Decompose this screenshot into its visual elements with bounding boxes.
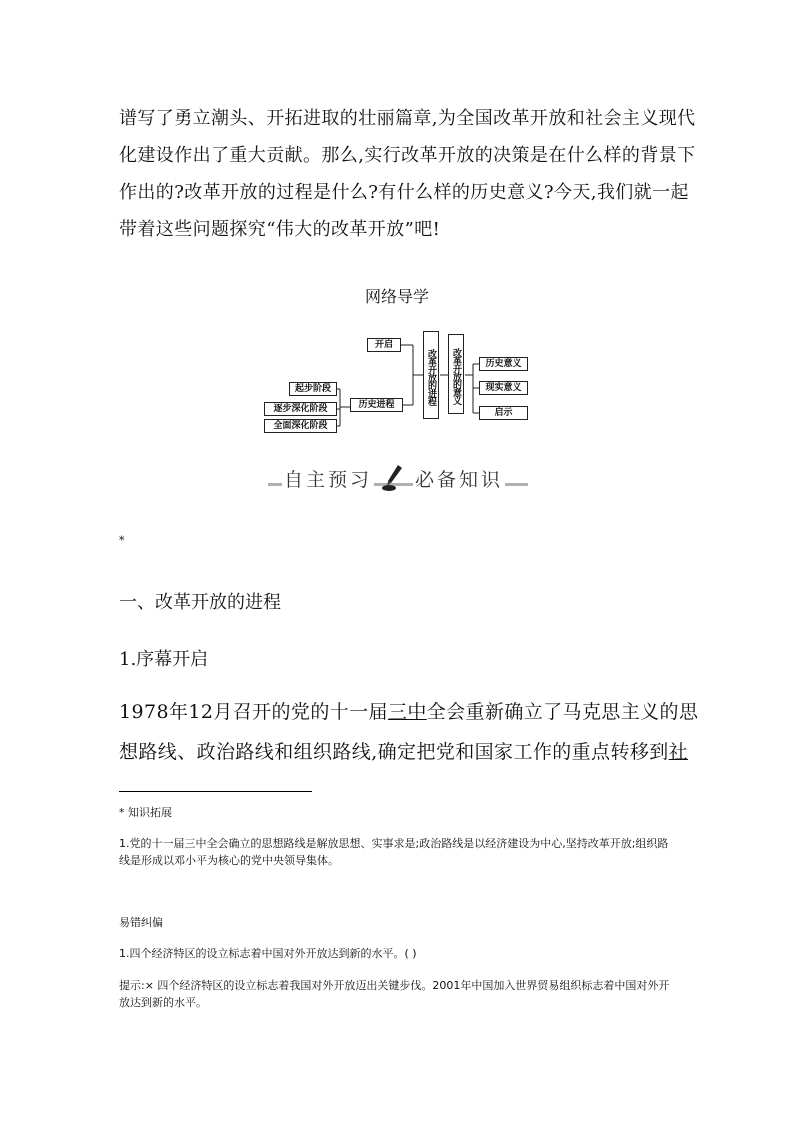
banner-right-text: 必备知识 (413, 465, 505, 492)
open-box: 开启 (367, 338, 401, 352)
footnote-divider (119, 791, 312, 792)
footnote-marker: * (119, 534, 125, 547)
mind-map-diagram (258, 327, 538, 437)
section-heading: 一、改革开放的进程 (119, 592, 281, 613)
underlined-term-third-plenum: 三中 (387, 701, 427, 723)
pen-ink-icon (380, 463, 406, 493)
underlined-term-she: 社 (668, 741, 689, 763)
error-tip: 提示:× 四个经济特区的设立标志着我国对外开放迈出关键步伐。2001年中国加入世界贸易组织标志着中国对外开放达到新的水平。 (119, 979, 670, 1009)
banner-left-text: 自主预习 (282, 465, 374, 492)
body-paragraph (119, 692, 699, 772)
section-banner (268, 463, 528, 495)
network-guide-title: 网络导学 (364, 287, 429, 306)
intro-paragraph: 谱写了勇立潮头、开拓进取的壮丽篇章,为全国改革开放和社会主义现代化建设作出了重大贡献。那么,实行改革开放的决策是在什么样的背景下作出的?改革开放的过程是什么?有什么样的历史意义?今天,我们就一起带着这些问题探究“伟大的改革开放”吧! (119, 108, 696, 240)
stage-box-comprehensive: 全面深化阶段 (264, 419, 337, 433)
history-process-box: 历史进程 (350, 398, 403, 412)
subsection-heading: 1.序幕开启 (119, 649, 209, 670)
footnote-title: * 知识拓展 (119, 806, 172, 819)
error-correction-title: 易错纠偏 (119, 916, 163, 929)
practical-meaning-box: 现实意义 (479, 381, 528, 395)
footnote-item: 1.党的十一届三中全会确立的思想路线是解放思想、实事求是;政治路线是以经济建设为中心,坚持改革开放;组织路线是形成以邓小平为核心的党中央领导集体。 (119, 837, 669, 867)
error-question: 1.四个经济特区的设立标志着中国对外开放达到新的水平。( ) (119, 947, 417, 960)
reform-meaning-box: 改革开放的意义 (448, 334, 464, 414)
historical-meaning-box: 历史意义 (479, 357, 528, 371)
stage-box-deepening: 逐步深化阶段 (264, 402, 337, 416)
stage-box-start: 起步阶段 (289, 382, 337, 396)
inspiration-box: 启示 (479, 406, 528, 420)
reform-process-box: 改革开放的进程 (423, 331, 439, 419)
body-text-1: 1978年12月召开的党的十一届 (119, 701, 388, 723)
body-text-2: 全会重新确立了马克思主义的思想路线、政治路线和组织路线,确定把党和国家工作的重点转移到 (119, 701, 699, 763)
